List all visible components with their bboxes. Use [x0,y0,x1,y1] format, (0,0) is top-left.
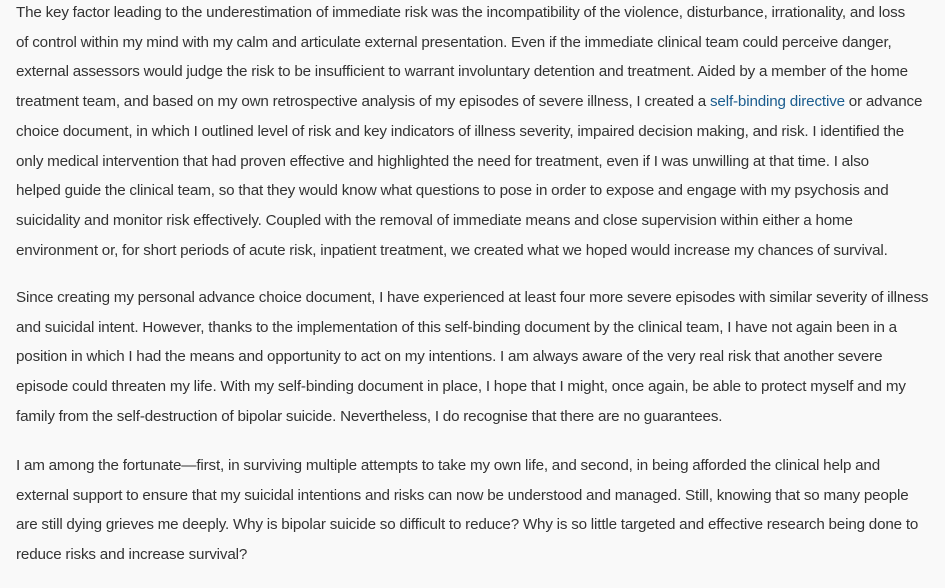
text-line: environment or, for short periods of acute risk, inpatient treatment, we created what we hoped would increase my chances of survival. [16,241,888,259]
text-line: episode could threaten my life. With my self-binding document in place, I hope that I might, once again, be able to protect myself and my [16,378,906,396]
text-line: position in which I had the means and opportunity to act on my intentions. I am always aware of the very real risk that another severe [16,348,883,366]
text-line: are still dying grieves me deeply. Why is bipolar suicide so difficult to reduce? Why is so little targeted and effective research being done to [16,516,919,534]
text-line: I am among the fortunate—first, in surviving multiple attempts to take my own life, and second, in being afforded the clinical help and [16,457,881,474]
text-line: helped guide the clinical team, so that they would know what questions to pose in order to expose and engage with my psychosis and [16,182,889,200]
text-line: Since creating my personal advance choice document, I have experienced at least four more severe episodes with similar severity of illness [16,289,929,306]
text-line: external assessors would judge the risk to be insufficient to warrant involuntary detention and treatment. Aided by a member of the home [16,63,908,81]
text-line: family from the self-destruction of bipolar suicide. Nevertheless, I do recognise that there are no guarantees. [16,407,723,425]
text-line: only medical intervention that had proven effective and highlighted the need for treatment, even if I was unwilling at that time. I also [16,152,869,170]
text-line: external support to ensure that my suicidal intentions and risks can now be understood and managed. Still, knowing that so many people [16,486,909,504]
text-line: reduce risks and increase survival? [16,546,248,564]
self-binding-directive-link[interactable]: self-binding directive [709,93,845,111]
text-line: choice document, in which I outlined level of risk and key indicators of illness severity, impaired decision making, and risk. I identified the [16,122,905,140]
paragraph-3 [16,451,940,570]
text-line: suicidality and monitor risk effectively. Coupled with the removal of immediate means and close supervision within either a home [16,211,853,229]
text-line: of control within my mind with my calm and articulate external presentation. Even if the immediate clinical team could perceive danger, [16,33,892,51]
paragraph-1 [16,0,940,265]
text-line-with-link [16,87,940,117]
text-fragment: treatment team, and based on my own retrospective analysis of my episodes of severe illness, I created a [16,93,710,111]
text-fragment: or advance [844,93,923,111]
text-line: and suicidal intent. However, thanks to the implementation of this self-binding document by the clinical team, I have not again been in a [16,318,897,336]
paragraph-2 [16,283,940,432]
text-line: The key factor leading to the underestimation of immediate risk was the incompatibility of the violence, disturbance, irrationality, and loss [16,4,906,21]
